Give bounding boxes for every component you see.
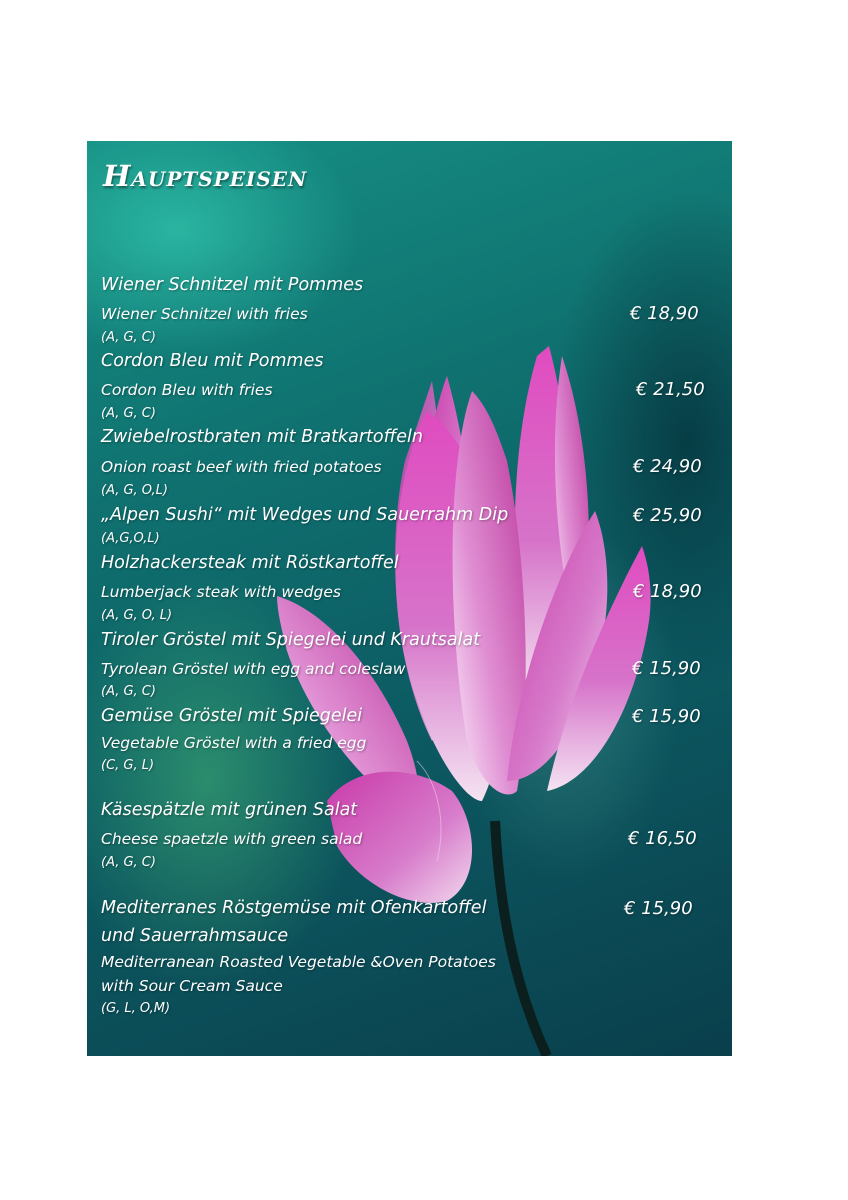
page-title: Hauptspeisen [103, 159, 308, 193]
dish-allergens: (C, G, L) [101, 758, 155, 773]
dish-price: € 21,50 [636, 379, 705, 400]
dish-allergens: (A, G, C) [101, 330, 156, 345]
menu-card [87, 141, 732, 1056]
dish-price: € 15,90 [632, 658, 701, 679]
dish-allergens: (G, L, O,M) [101, 1001, 171, 1016]
dish-name-en: Mediterranean Roasted Vegetable &Oven Potatoes [101, 953, 496, 971]
dish-name-de: Cordon Bleu mit Pommes [101, 351, 324, 371]
dish-name-en: Cordon Bleu with fries [101, 381, 273, 399]
dish-name-en: Lumberjack steak with wedges [101, 583, 341, 601]
dish-name-de: Zwiebelrostbraten mit Bratkartoffeln [101, 427, 423, 447]
dish-price: € 16,50 [628, 828, 697, 849]
dish-name-de: Holzhackersteak mit Röstkartoffel [101, 553, 399, 573]
dish-price: € 15,90 [632, 706, 701, 727]
dish-name-en: Wiener Schnitzel with fries [101, 305, 308, 323]
dish-name-de: Käsespätzle mit grünen Salat [101, 800, 358, 820]
dish-name-de: Wiener Schnitzel mit Pommes [101, 275, 364, 295]
dish-price: € 15,90 [624, 898, 693, 919]
dish-name-de: Mediterranes Röstgemüse mit Ofenkartoffel [101, 898, 487, 918]
dish-name-de: „Alpen Sushi“ mit Wedges und Sauerrahm Dip [101, 505, 509, 525]
dish-name-de: Tiroler Gröstel mit Spiegelei und Krautsalat [101, 630, 481, 650]
dish-name-en: Onion roast beef with fried potatoes [101, 458, 382, 476]
dish-name-en-line2: with Sour Cream Sauce [101, 977, 283, 995]
dish-name-en: Tyrolean Gröstel with egg and coleslaw [101, 660, 406, 678]
dish-name-de: Gemüse Gröstel mit Spiegelei [101, 706, 363, 726]
dish-price: € 18,90 [633, 581, 702, 602]
dish-allergens: (A,G,O,L) [101, 531, 160, 546]
dish-price: € 24,90 [633, 456, 702, 477]
dish-name-en: Vegetable Gröstel with a fried egg [101, 734, 367, 752]
dish-allergens: (A, G, C) [101, 406, 156, 421]
dish-allergens: (A, G, O,L) [101, 483, 168, 498]
dish-name-en: Cheese spaetzle with green salad [101, 830, 363, 848]
dish-allergens: (A, G, O, L) [101, 608, 173, 623]
dish-allergens: (A, G, C) [101, 855, 156, 870]
dish-price: € 25,90 [633, 505, 702, 526]
dish-allergens: (A, G, C) [101, 684, 156, 699]
dish-price: € 18,90 [630, 303, 699, 324]
dish-name-de-line2: und Sauerrahmsauce [101, 926, 289, 946]
